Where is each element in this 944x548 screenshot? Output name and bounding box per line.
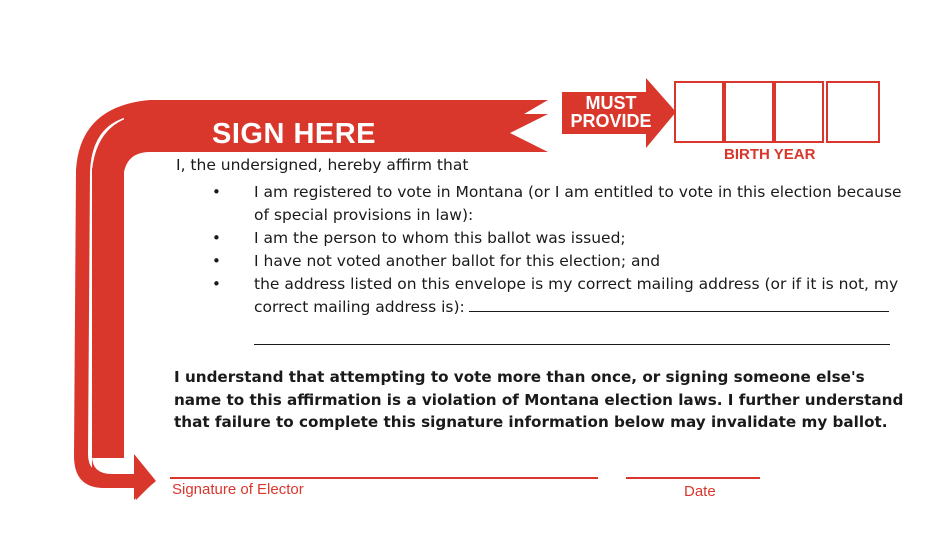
affirmation-list: [212, 181, 912, 319]
bullet: •: [212, 229, 221, 247]
birth-year-digit-1[interactable]: [674, 81, 724, 143]
birth-year-label: BIRTH YEAR: [724, 146, 816, 163]
mailing-address-line-1[interactable]: [469, 297, 889, 312]
affirmation-item-text: I have not voted another ballot for this election; and: [254, 252, 661, 270]
affirmation-intro: I, the undersigned, hereby affirm that: [176, 156, 469, 174]
bullet: •: [212, 275, 221, 293]
list-item: [212, 273, 912, 319]
list-item: [212, 250, 912, 273]
sign-here-label: SIGN HERE: [212, 118, 377, 150]
bullet: •: [212, 252, 221, 270]
must-provide-label: [566, 94, 656, 130]
birth-year-digit-3[interactable]: [774, 81, 824, 143]
affirmation-item-text: I am registered to vote in Montana (or I am entitled to vote in this election because of special provisions in law):: [254, 183, 902, 224]
legal-warning: I understand that attempting to vote more than once, or signing someone else's name to this affirmation is a violation of Montana election laws. I further understand that failure to complete this signature information below may invalidate my ballot.: [174, 368, 904, 431]
mailing-address-line-2[interactable]: [254, 344, 890, 345]
date-line[interactable]: [626, 477, 760, 479]
affirmation-item-text: [254, 273, 914, 319]
date-label: Date: [684, 483, 716, 500]
birth-year-digit-4[interactable]: [826, 81, 880, 143]
must-label-line1: MUST: [585, 93, 637, 113]
birth-year-digit-2[interactable]: [724, 81, 774, 143]
must-label-line2: PROVIDE: [570, 111, 652, 131]
address-item-text: the address listed on this envelope is my correct mailing address (or if it is not, my correct mailing address is):: [254, 275, 899, 316]
signature-arrowhead: [134, 454, 156, 500]
signature-label: Signature of Elector: [172, 481, 304, 498]
list-item: [212, 181, 912, 227]
list-item: [212, 227, 912, 250]
signature-line[interactable]: [170, 477, 598, 479]
bullet: •: [212, 183, 221, 201]
affirmation-item-text: I am the person to whom this ballot was issued;: [254, 229, 626, 247]
